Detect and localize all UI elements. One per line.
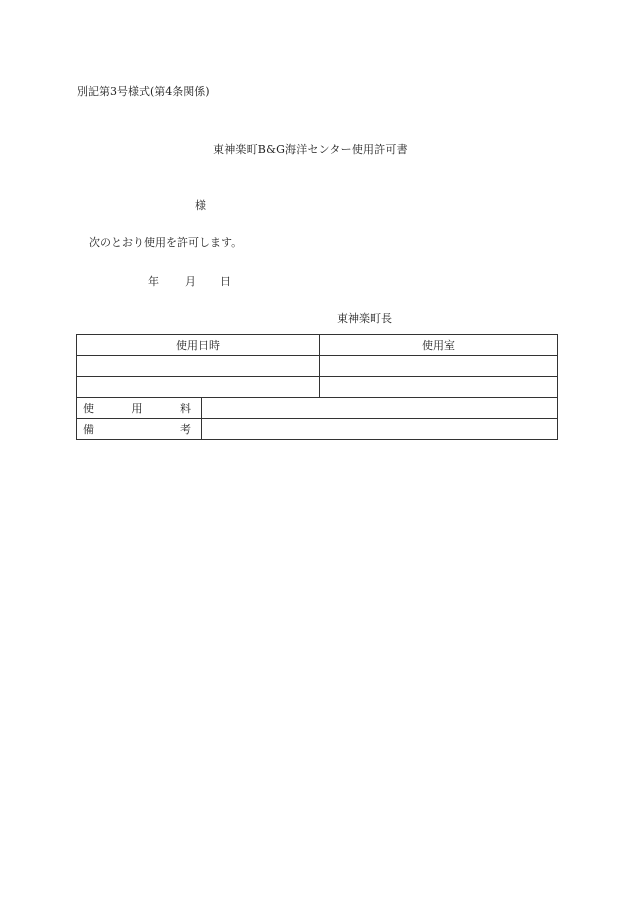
addressee-suffix: 様 — [195, 199, 206, 212]
remarks-row — [77, 419, 558, 440]
remarks-label-cell — [77, 419, 202, 440]
fee-label-char: 料 — [180, 401, 191, 415]
remarks-label-char: 備 — [83, 422, 94, 436]
fee-value-cell[interactable] — [202, 398, 558, 419]
usage-room-cell[interactable] — [320, 356, 558, 377]
fee-label-char: 使 — [83, 401, 94, 415]
usage-datetime-cell[interactable] — [77, 356, 320, 377]
table-row — [77, 356, 558, 377]
permit-table — [76, 334, 558, 440]
fee-label-cell — [77, 398, 202, 419]
date-month-label: 月 — [185, 275, 196, 288]
document-title: 東神楽町B&G海洋センター使用許可書 — [213, 143, 408, 156]
intro-text: 次のとおり使用を許可します。 — [89, 236, 243, 249]
table-row — [77, 377, 558, 398]
table-header-row — [77, 335, 558, 356]
header-usage-datetime: 使用日時 — [77, 335, 320, 356]
date-day-label: 日 — [220, 275, 231, 288]
usage-room-cell[interactable] — [320, 377, 558, 398]
fee-label-char: 用 — [131, 401, 143, 415]
issuer-name: 東神楽町長 — [337, 312, 392, 325]
date-year-label: 年 — [148, 275, 159, 288]
remarks-label-char: 考 — [180, 422, 191, 436]
fee-row — [77, 398, 558, 419]
form-reference: 別記第3号様式(第4条関係) — [77, 85, 210, 98]
remarks-value-cell[interactable] — [202, 419, 558, 440]
header-usage-room: 使用室 — [320, 335, 558, 356]
usage-datetime-cell[interactable] — [77, 377, 320, 398]
